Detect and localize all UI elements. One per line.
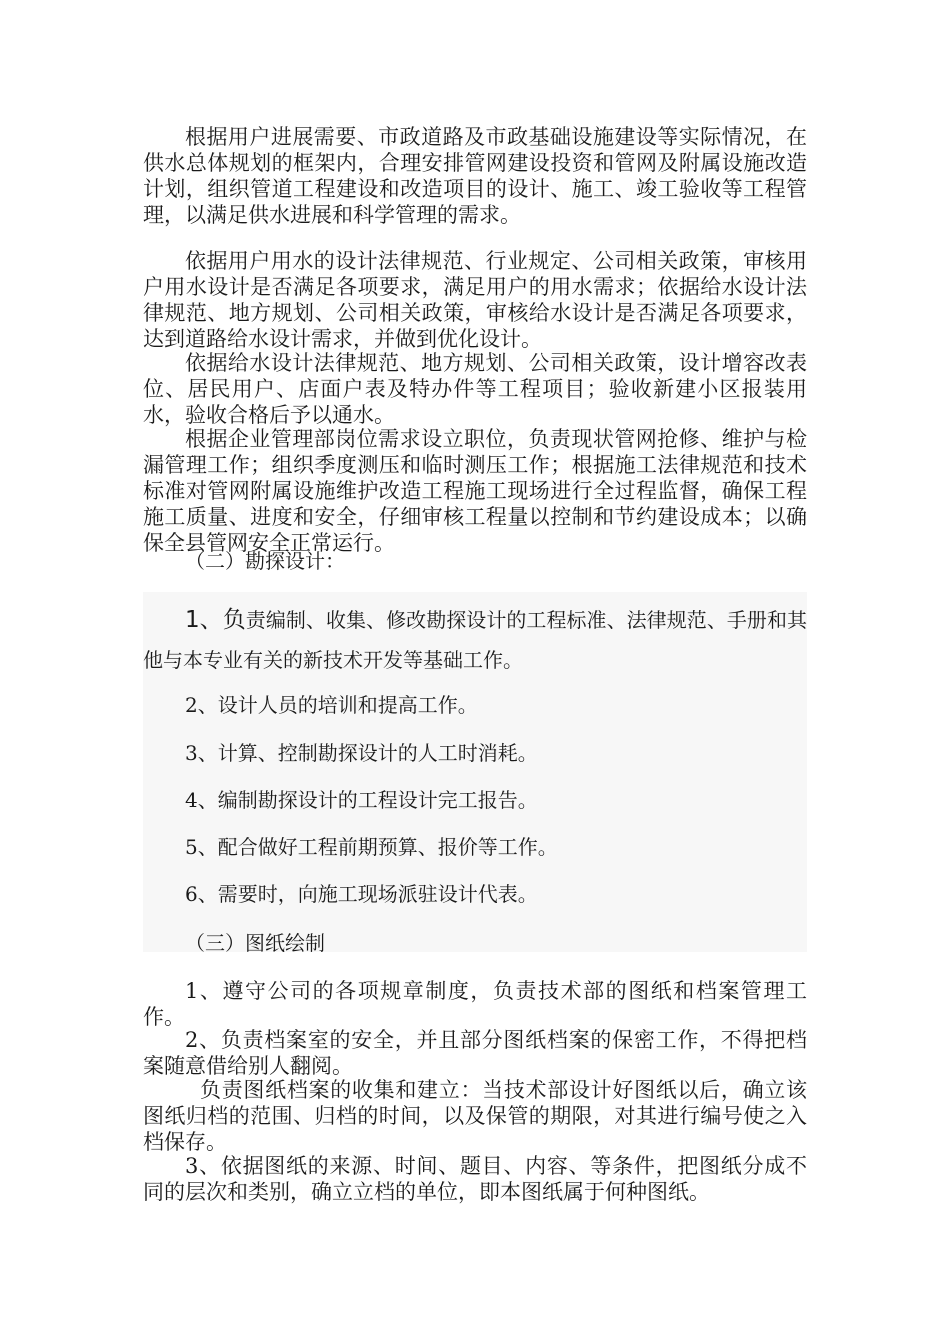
paragraph-maintenance: 根据企业管理部岗位需求设立职位，负责现状管网抢修、维护与检漏管理工作；组织季度测压和临时测压工作；根据施工法律规范和技术标准对管网附属设施维护改造工程施工现场进行全过程监督，确保工程施工质量、进度和安全，仔细审核工程量以控制和节约建设成本；以确保全县管网安全正常运行。 — [143, 427, 807, 555]
paragraph-capacity: 依据给水设计法律规范、地方规划、公司相关政策，设计增容改表位、居民用户、店面户表及特办件等工程项目；验收新建小区报装用水，验收合格后予以通水。 — [143, 351, 807, 427]
paragraph-planning: 根据用户进展需要、市政道路及市政基础设施建设等实际情况，在供水总体规划的框架内，合理安排管网建设投资和管网及附属设施改造计划，组织管道工程建设和改造项目的设计、施工、竣工验收等工程管理，以满足供水进展和科学管理的需求。 — [143, 125, 807, 227]
section-heading-drawings: （三）图纸绘制 — [185, 931, 325, 955]
paragraph-design-review: 依据用户用水的设计法律规范、行业规定、公司相关政策，审核用户用水设计是否满足各项要求，满足用户的用水需求；依据给水设计法律规范、地方规划、公司相关政策，审核给水设计是否满足各项要求，达到道路给水设计需求，并做到优化设计。 — [143, 249, 807, 351]
survey-item-3: 3、计算、控制勘探设计的人工时消耗。 — [185, 741, 538, 765]
survey-item-1 — [143, 600, 807, 680]
drawing-item-2: 2、负责档案室的安全，并且部分图纸档案的保密工作，不得把档案随意借给别人翻阅。 — [143, 1028, 807, 1078]
survey-item-1-number: 1、负 — [185, 607, 246, 633]
drawing-item-1: 1、遵守公司的各项规章制度，负责技术部的图纸和档案管理工作。 — [143, 979, 807, 1029]
section-heading-survey-design: （二）勘探设计： — [185, 549, 345, 573]
drawing-item-3: 3、依据图纸的来源、时间、题目、内容、等条件，把图纸分成不同的层次和类别，确立立档的单位，即本图纸属于何种图纸。 — [143, 1154, 807, 1204]
survey-item-5: 5、配合做好工程前期预算、报价等工作。 — [185, 835, 558, 859]
survey-item-2: 2、设计人员的培训和提高工作。 — [185, 693, 478, 717]
survey-item-6: 6、需要时，向施工现场派驻设计代表。 — [185, 882, 538, 906]
survey-item-1-text: 责编制、收集、修改勘探设计的工程标准、法律规范、手册和其他与本专业有关的新技术开发等基础工作。 — [143, 608, 808, 672]
survey-item-4: 4、编制勘探设计的工程设计完工报告。 — [185, 788, 538, 812]
drawing-item-unnumbered: 负责图纸档案的收集和建立：当技术部设计好图纸以后，确立该图纸归档的范围、归档的时间，以及保管的期限，对其进行编号使之入档保存。 — [143, 1078, 807, 1154]
